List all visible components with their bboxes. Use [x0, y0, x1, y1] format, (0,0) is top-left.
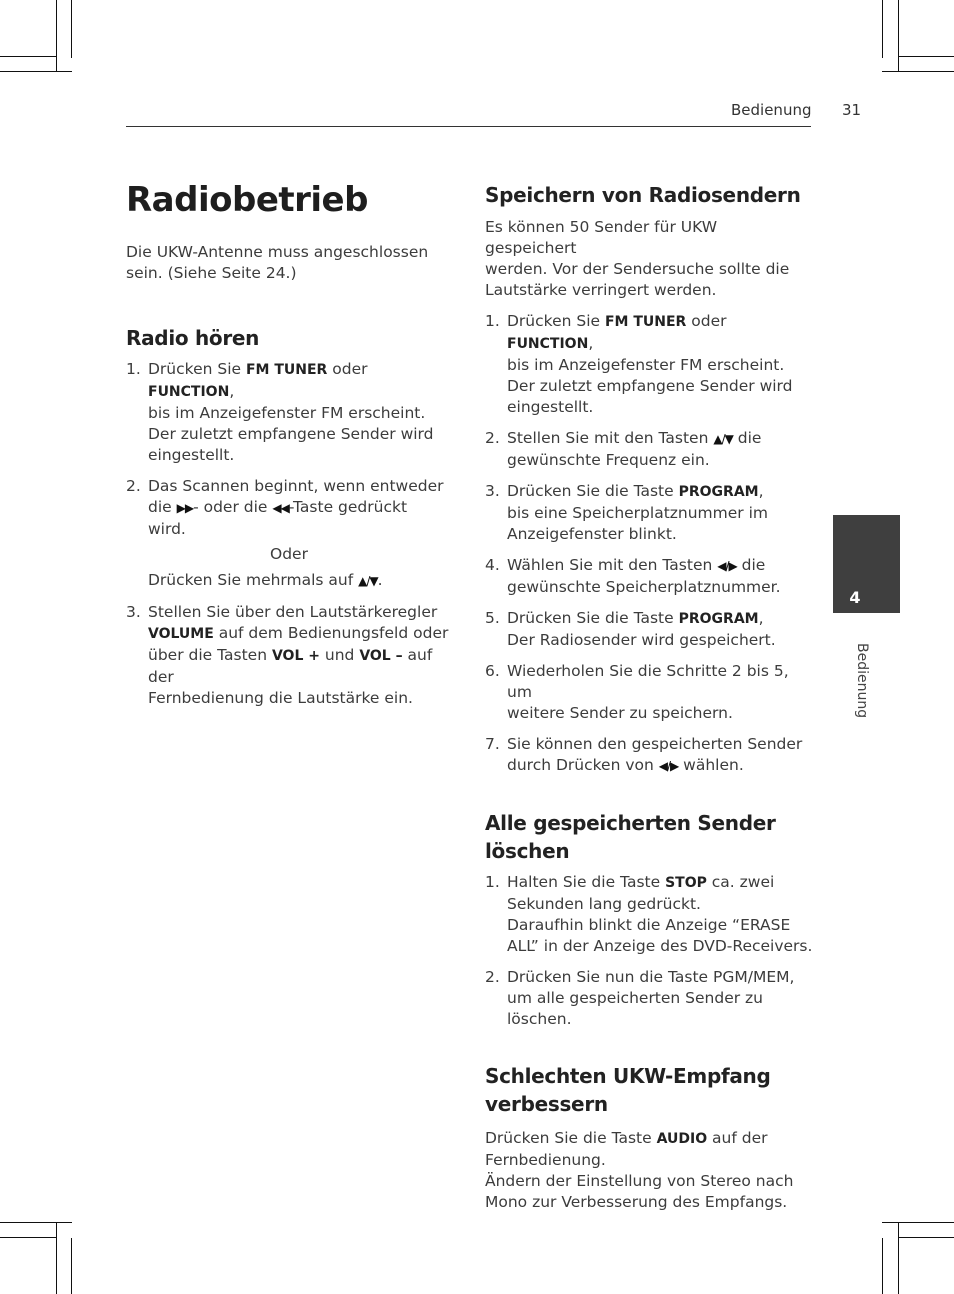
text: Drücken Sie die Taste [485, 1129, 657, 1147]
text-line [507, 755, 813, 777]
text: auf dem Bedienungsfeld oder [213, 624, 449, 642]
text: , [758, 482, 764, 500]
text-line: um alle gespeicherten Sender zu [507, 989, 764, 1007]
text-line [507, 555, 813, 577]
key-function: FUNCTION [507, 336, 589, 352]
rewind-icon: ◀◀ [272, 501, 289, 515]
text: Drücken Sie [507, 312, 605, 330]
text: Drücken Sie mehrmals auf [148, 571, 359, 589]
text-line: sein. (Siehe Seite 24.) [126, 264, 297, 282]
right-column [485, 180, 813, 1213]
text-line [507, 608, 813, 630]
text-line: Lautstärke verringert werden. [485, 281, 717, 299]
heading-line: Alle gespeicherten Sender [485, 811, 776, 835]
crop-mark [71, 0, 72, 58]
step-number: 1. [485, 873, 500, 891]
steps-list [126, 359, 456, 709]
up-down-arrow-icon: ▲/▼ [358, 574, 378, 588]
text: Drücken Sie die Taste [507, 609, 679, 627]
text: Drücken Sie [148, 360, 246, 378]
text: die [148, 498, 177, 516]
text-line [148, 645, 456, 688]
key-vol-minus: VOL – [359, 648, 403, 664]
left-right-arrow-icon: ◀/▶ [658, 759, 679, 773]
list-item [485, 608, 813, 651]
text-line: bis eine Speicherplatznummer im [507, 504, 768, 522]
section-heading-speichern: Speichern von Radiosendern [485, 183, 801, 207]
list-item [485, 311, 813, 418]
crop-mark [0, 1237, 56, 1238]
text-line: Sekunden lang gedrückt. [507, 895, 701, 913]
text-line: Der Radiosender wird gespeichert. [507, 631, 776, 649]
section-heading-radio-hoeren: Radio hören [126, 326, 260, 350]
running-header-section: Bedienung [731, 101, 812, 119]
text-line: ALL” in der Anzeige des DVD-Receivers. [507, 937, 813, 955]
step-number: 2. [485, 968, 500, 986]
empfang-paragraph [485, 1128, 813, 1213]
text-line: Anzeigefenster blinkt. [507, 525, 677, 543]
text-line: Drücken Sie nun die Taste PGM/MEM, [507, 968, 795, 986]
text-line: weitere Sender zu speichern. [507, 704, 733, 722]
fast-forward-icon: ▶▶ [176, 501, 194, 515]
crop-mark [882, 1222, 954, 1223]
text-line: löschen. [507, 1010, 572, 1028]
crop-mark [898, 56, 954, 57]
crop-mark [0, 1222, 72, 1223]
list-item [485, 555, 813, 598]
speichern-intro [485, 217, 813, 301]
list-item [126, 476, 456, 592]
list-item [485, 734, 813, 777]
text-line: Die UKW-Antenne muss angeschlossen [126, 243, 429, 261]
text: durch Drücken von [507, 756, 659, 774]
crop-mark [882, 1238, 883, 1294]
key-function: FUNCTION [148, 384, 230, 400]
step-number: 5. [485, 609, 500, 627]
text: die [732, 429, 762, 447]
text: Wählen Sie mit den Tasten [507, 556, 718, 574]
text-line: Ändern der Einstellung von Stereo nach [485, 1172, 794, 1190]
text-line [507, 872, 813, 894]
list-item [485, 481, 813, 545]
step-number: 7. [485, 735, 500, 753]
text-line: eingestellt. [507, 398, 594, 416]
text: ca. zwei [706, 873, 775, 891]
key-program: PROGRAM [678, 611, 759, 627]
text: - oder die [193, 498, 273, 516]
list-item [485, 661, 813, 724]
heading-line: löschen [485, 839, 570, 863]
text-line: Daraufhin blinkt die Anzeige “ERASE [507, 916, 791, 934]
text-line [148, 570, 456, 592]
oder-separator: Oder [270, 545, 308, 563]
steps-list [485, 872, 813, 1030]
text-line [148, 359, 456, 403]
heading-line: Schlechten UKW-Empfang [485, 1064, 771, 1088]
text-line: Der zuletzt empfangene Sender wird [507, 377, 793, 395]
list-item [485, 872, 813, 957]
text-line: bis im Anzeigefenster FM erscheint. [507, 356, 785, 374]
text-line: bis im Anzeigefenster FM erscheint. [148, 404, 426, 422]
left-right-arrow-icon: ◀/▶ [717, 559, 737, 573]
key-stop: STOP [665, 875, 707, 891]
text-line [148, 623, 456, 645]
text: . [377, 571, 383, 589]
text-line: Der zuletzt empfangene Sender wird [148, 425, 434, 443]
text-line: Es können 50 Sender für UKW gespeichert [485, 218, 718, 257]
key-program: PROGRAM [678, 484, 759, 500]
crop-mark [0, 71, 72, 72]
text: , [758, 609, 764, 627]
step-number: 1. [126, 360, 141, 378]
crop-mark [882, 71, 954, 72]
text-line: Das Scannen beginnt, wenn entweder [148, 477, 444, 495]
step-number: 2. [126, 477, 141, 495]
intro-paragraph [126, 242, 456, 284]
text: Stellen Sie mit den Tasten [507, 429, 714, 447]
list-item [126, 602, 456, 709]
text-line: werden. Vor der Sendersuche sollte die [485, 260, 790, 278]
page-title: Radiobetrieb [126, 180, 368, 220]
text-line [507, 311, 813, 355]
step-number: 6. [485, 662, 500, 680]
key-volume: VOLUME [148, 626, 214, 642]
crop-mark [898, 0, 899, 72]
crop-mark [71, 1238, 72, 1294]
text-line: gewünschte Speicherplatznummer. [507, 578, 781, 596]
up-down-arrow-icon: ▲/▼ [713, 432, 733, 446]
heading-line: verbessern [485, 1092, 608, 1116]
crop-mark [0, 56, 56, 57]
text: auf der [148, 646, 433, 686]
text: Drücken Sie die Taste [507, 482, 679, 500]
text: auf der [707, 1129, 768, 1147]
text-line [485, 1128, 813, 1150]
text: -Taste gedrückt [288, 498, 408, 516]
section-heading-loeschen [485, 809, 813, 865]
step-number: 2. [485, 429, 500, 447]
text: oder [327, 360, 368, 378]
text-line: wird. [148, 520, 186, 538]
crop-mark [898, 1222, 899, 1294]
text-line: Fernbedienung die Lautstärke ein. [148, 689, 413, 707]
crop-mark [56, 1222, 57, 1294]
step-number: 3. [485, 482, 500, 500]
section-heading-empfang [485, 1062, 813, 1118]
list-item [126, 359, 456, 466]
text: die [736, 556, 766, 574]
key-fm-tuner: FM TUNER [604, 314, 687, 330]
header-rule [126, 126, 811, 127]
key-audio: AUDIO [656, 1131, 708, 1147]
text-line: Stellen Sie über den Lautstärkeregler [148, 603, 438, 621]
text-line: gewünschte Frequenz ein. [507, 451, 710, 469]
text-line [507, 481, 813, 503]
crop-mark [882, 0, 883, 58]
text: , [588, 334, 594, 352]
text-line: Mono zur Verbesserung des Empfangs. [485, 1193, 788, 1211]
text-line: Fernbedienung. [485, 1151, 606, 1169]
chapter-number: 4 [849, 588, 861, 607]
key-vol-plus: VOL + [271, 648, 320, 664]
step-number: 1. [485, 312, 500, 330]
list-item [485, 967, 813, 1030]
text-line: eingestellt. [148, 446, 235, 464]
text: über die Tasten [148, 646, 272, 664]
step-number: 4. [485, 556, 500, 574]
list-item [485, 428, 813, 471]
step-number: 3. [126, 603, 141, 621]
text: wählen. [678, 756, 744, 774]
text: Halten Sie die Taste [507, 873, 666, 891]
text: und [319, 646, 360, 664]
left-column [126, 180, 456, 719]
text-line: Wiederholen Sie die Schritte 2 bis 5, um [507, 662, 789, 701]
crop-mark [56, 0, 57, 72]
page-number: 31 [842, 101, 862, 119]
text: oder [686, 312, 727, 330]
crop-mark [898, 1237, 954, 1238]
text-line: Sie können den gespeicherten Sender [507, 735, 803, 753]
text: , [229, 382, 235, 400]
steps-list [485, 311, 813, 777]
key-fm-tuner: FM TUNER [245, 362, 328, 378]
text-line [148, 497, 456, 519]
text-line [507, 428, 813, 450]
chapter-label: Bedienung [854, 643, 870, 719]
